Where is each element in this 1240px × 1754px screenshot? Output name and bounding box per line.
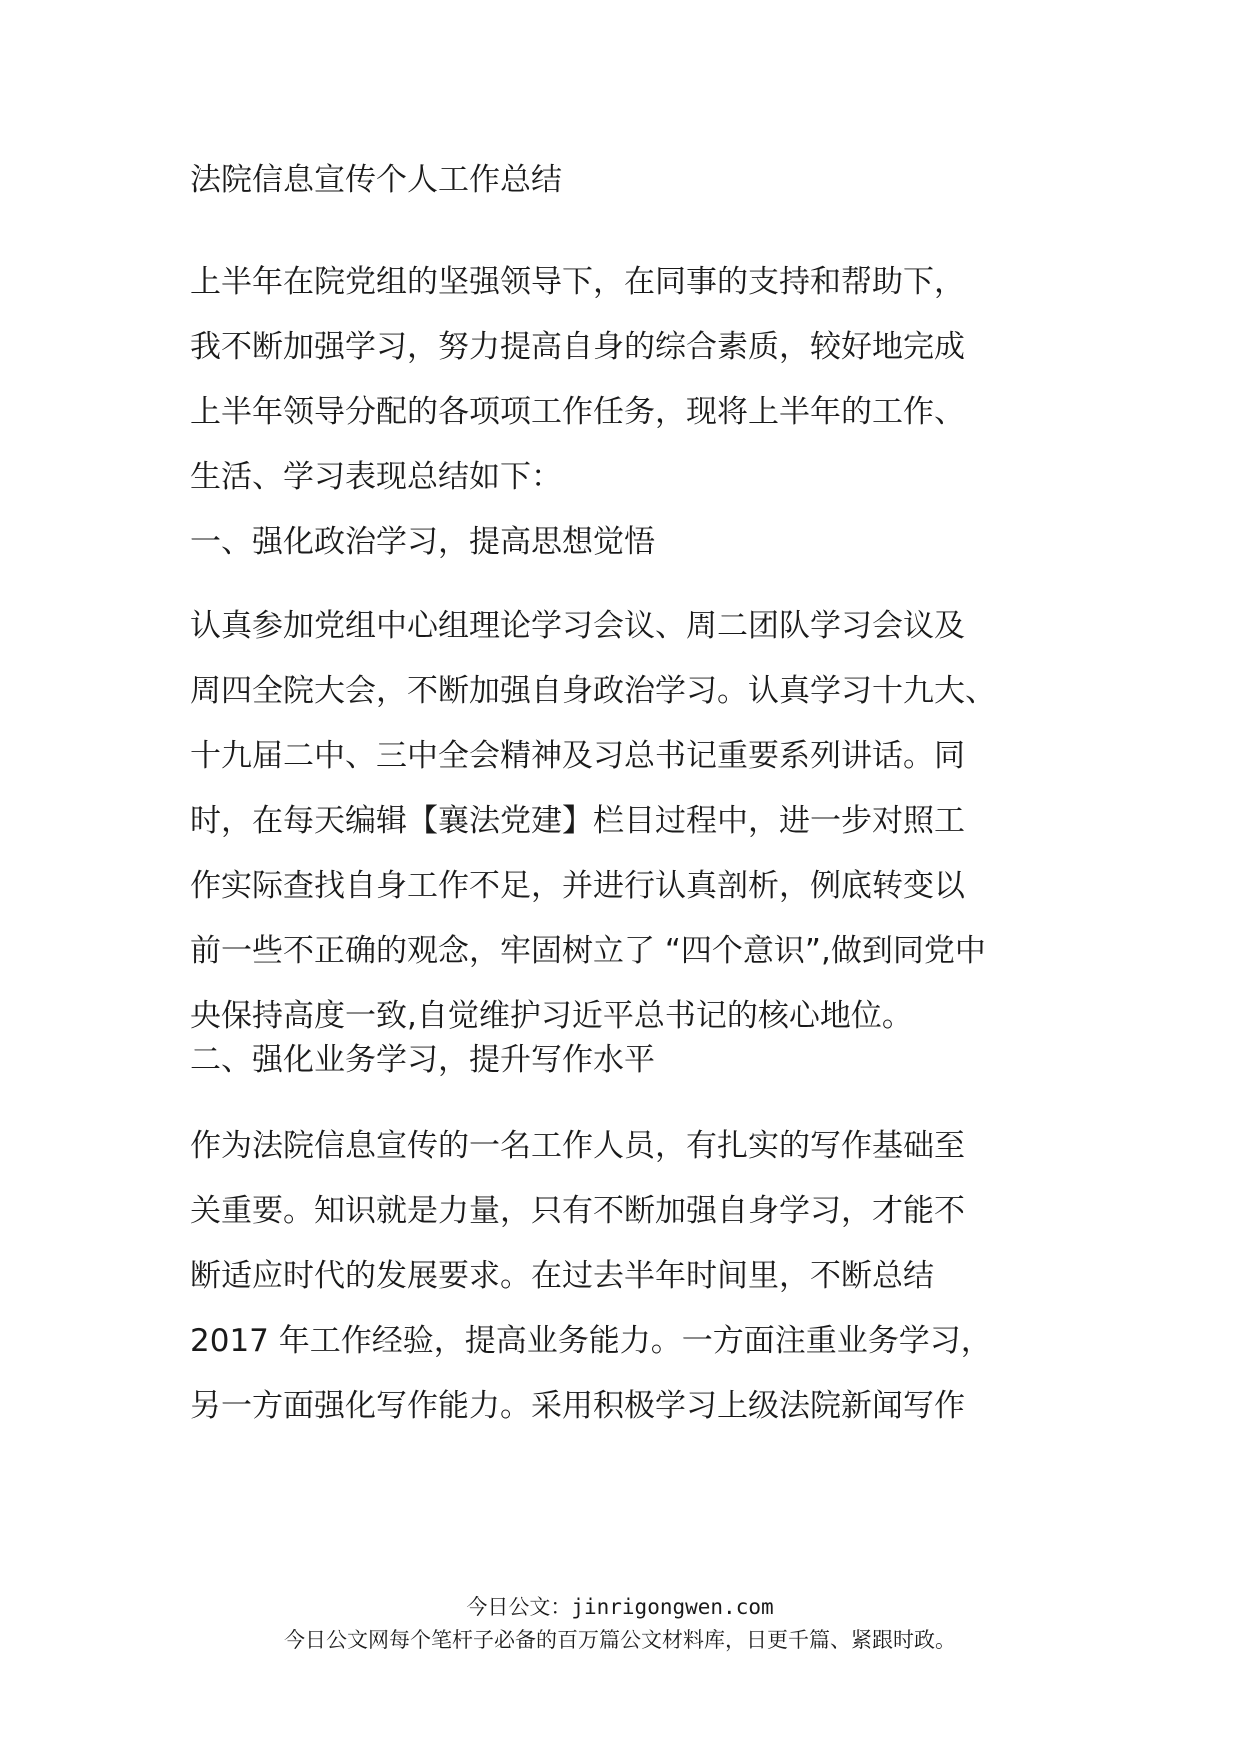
intro-line: 上半年领导分配的各项项工作任务，现将上半年的工作、 — [190, 394, 965, 430]
intro-paragraph — [190, 250, 1070, 510]
footer-site — [0, 1592, 1240, 1622]
section2-line: 另一方面强化写作能力。采用积极学习上级法院新闻写作 — [190, 1388, 965, 1424]
footer-site-link[interactable]: jinrigongwen.com — [571, 1595, 774, 1619]
section1-line: 作实际查找自身工作不足，并进行认真剖析，例底转变以 — [190, 868, 965, 904]
intro-line: 上半年在院党组的坚强领导下，在同事的支持和帮助下， — [190, 264, 965, 300]
intro-line: 我不断加强学习，努力提高自身的综合素质，较好地完成 — [190, 329, 965, 365]
section1-heading-block — [190, 510, 1070, 575]
section2-paragraph — [190, 1114, 1070, 1439]
intro-line: 生活、学习表现总结如下： — [190, 459, 562, 495]
section2-heading: 二、强化业务学习，提升写作水平 — [190, 1042, 655, 1078]
section1-paragraph — [190, 594, 1070, 1049]
section1-line: 时，在每天编辑【襄法党建】栏目过程中，进一步对照工 — [190, 803, 965, 839]
section2-line: 关重要。知识就是力量，只有不断加强自身学习，才能不 — [190, 1193, 965, 1229]
section1-heading: 一、强化政治学习，提高思想觉悟 — [190, 524, 655, 560]
section1-line: 央保持高度一致,自觉维护习近平总书记的核心地位。 — [190, 998, 913, 1034]
section1-line: 前一些不正确的观念，牢固树立了 “四个意识”,做到同党中 — [190, 933, 986, 969]
section2-heading-block — [190, 1028, 1070, 1093]
document-title: 法院信息宣传个人工作总结 — [190, 162, 562, 198]
section1-line: 周四全院大会，不断加强自身政治学习。认真学习十九大、 — [190, 673, 996, 709]
footer-slogan: 今日公文网每个笔杆子必备的百万篇公文材料库，日更千篇、紧跟时政。 — [284, 1628, 956, 1652]
section2-line: 作为法院信息宣传的一名工作人员，有扎实的写作基础至 — [190, 1128, 965, 1164]
section1-line: 认真参加党组中心组理论学习会议、周二团队学习会议及 — [190, 608, 965, 644]
footer-site-label: 今日公文： — [466, 1595, 572, 1619]
section1-line: 十九届二中、三中全会精神及习总书记重要系列讲话。同 — [190, 738, 965, 774]
section2-line: 断适应时代的发展要求。在过去半年时间里，不断总结 — [190, 1258, 934, 1294]
section2-line: 2017 年工作经验，提高业务能力。一方面注重业务学习， — [190, 1323, 992, 1359]
